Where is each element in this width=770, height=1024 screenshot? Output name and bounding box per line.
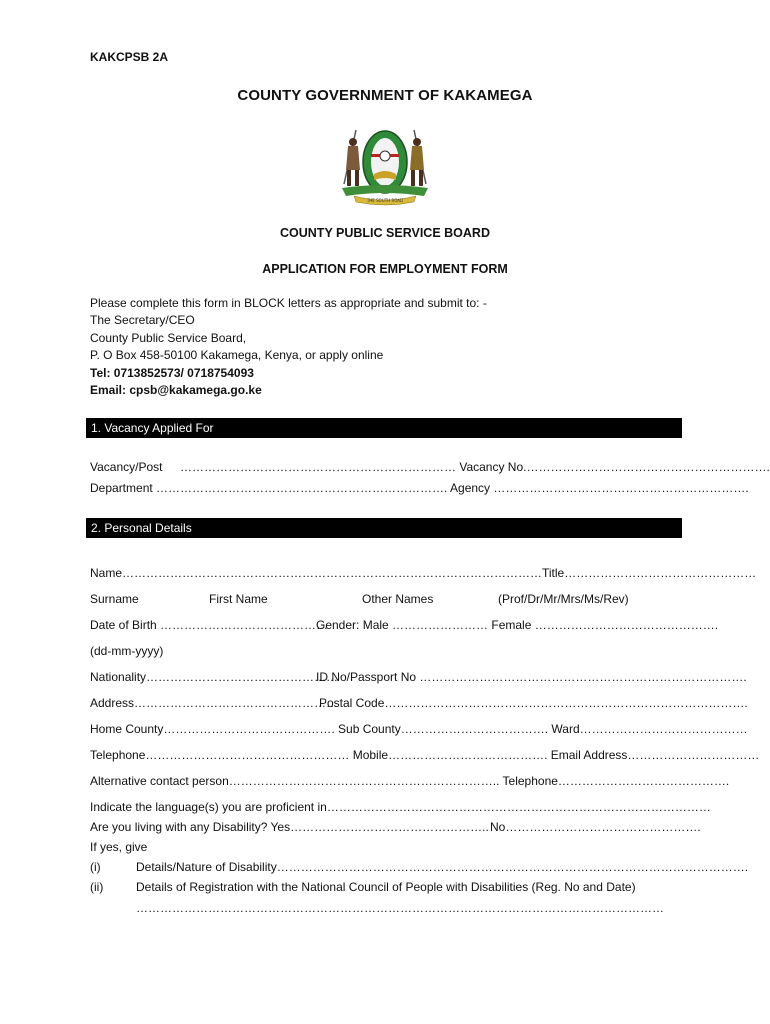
contact-telephone: Tel: 0713852573/ 0718754093 [90,366,254,380]
section-2-title: 2. Personal Details [91,521,192,535]
instructions-line-1: Please complete this form in BLOCK letters as appropriate and submit to: - [90,296,487,310]
form-title: APPLICATION FOR EMPLOYMENT FORM [262,262,508,276]
instructions-line-3: County Public Service Board, [90,331,247,345]
county-field[interactable]: Home County……………………………………. Sub County………………………………. Ward…………………………………… [90,722,748,736]
dob-field[interactable]: Date of Birth …………………………………… [90,618,329,632]
surname-label: Surname [90,592,139,606]
department-field[interactable]: Department ………………………………………………………………. Agency ………………………………………………………. [90,481,749,495]
instructions-line-4: P. O Box 458-50100 Kakamega, Kenya, or apply online [90,348,384,362]
nationality-field[interactable]: Nationality………………………………………… [90,670,339,684]
svg-text:THE SOUTH ROAD: THE SOUTH ROAD [366,198,404,203]
page-title: COUNTY GOVERNMENT OF KAKAMEGA [237,87,533,104]
disability-yes-field[interactable]: Are you living with any Disability? Yes………………………………………….. [90,820,489,834]
postal-code-field[interactable]: Postal Code………………………………………………………………………………. [319,696,748,710]
vacancy-post-field[interactable]: …………………………………………………………… Vacancy No.……………………………………………………. [180,460,770,474]
disability-no-field[interactable]: No…………………………………………. [490,820,701,834]
board-name: COUNTY PUBLIC SERVICE BOARD [280,226,490,240]
document-code: KAKCPSB 2A [90,50,169,64]
registration-field[interactable]: …………………………………………………………………………………………………………………… [136,901,664,915]
registration-label: Details of Registration with the National Council of People with Disabilities (Reg. No and Date) [136,880,636,894]
dob-format-hint: (dd-mm-yyyy) [90,644,164,658]
item-i-number: (i) [90,860,101,874]
section-1-header [86,418,682,438]
instructions-line-2: The Secretary/CEO [90,313,195,327]
telephone-field[interactable]: Telephone…………………………………………… Mobile…………………………………. Email Address…………………………… [90,748,760,762]
name-field[interactable]: Name……………………………………………………………………………………………Title………………………………………… [90,566,757,580]
title-options-label: (Prof/Dr/Mr/Mrs/Ms/Rev) [498,592,629,606]
id-passport-field[interactable]: ID No/Passport No ………………………………………………………………………. [316,670,747,684]
contact-email: Email: cpsb@kakamega.go.ke [90,383,262,397]
disability-details-field[interactable]: Details/Nature of Disability………………………………………………………………………………………………………. [136,860,749,874]
section-1-title: 1. Vacancy Applied For [91,421,214,435]
coat-of-arms-logo [336,124,434,208]
languages-field[interactable]: Indicate the language(s) you are proficient in…………………………………………………………………………………… [90,800,711,814]
address-field[interactable]: Address…………………………………………… [90,696,339,710]
first-name-label: First Name [209,592,268,606]
other-names-label: Other Names [362,592,434,606]
section-2-header [86,518,682,538]
gender-field[interactable]: Gender: Male …………………… Female ………………………………………. [316,618,719,632]
if-yes-label: If yes, give [90,840,148,854]
alt-contact-field[interactable]: Alternative contact person………………………………………………………….. Telephone……………………………………. [90,774,730,788]
vacancy-post-label: Vacancy/Post [90,460,163,474]
item-ii-number: (ii) [90,880,104,894]
